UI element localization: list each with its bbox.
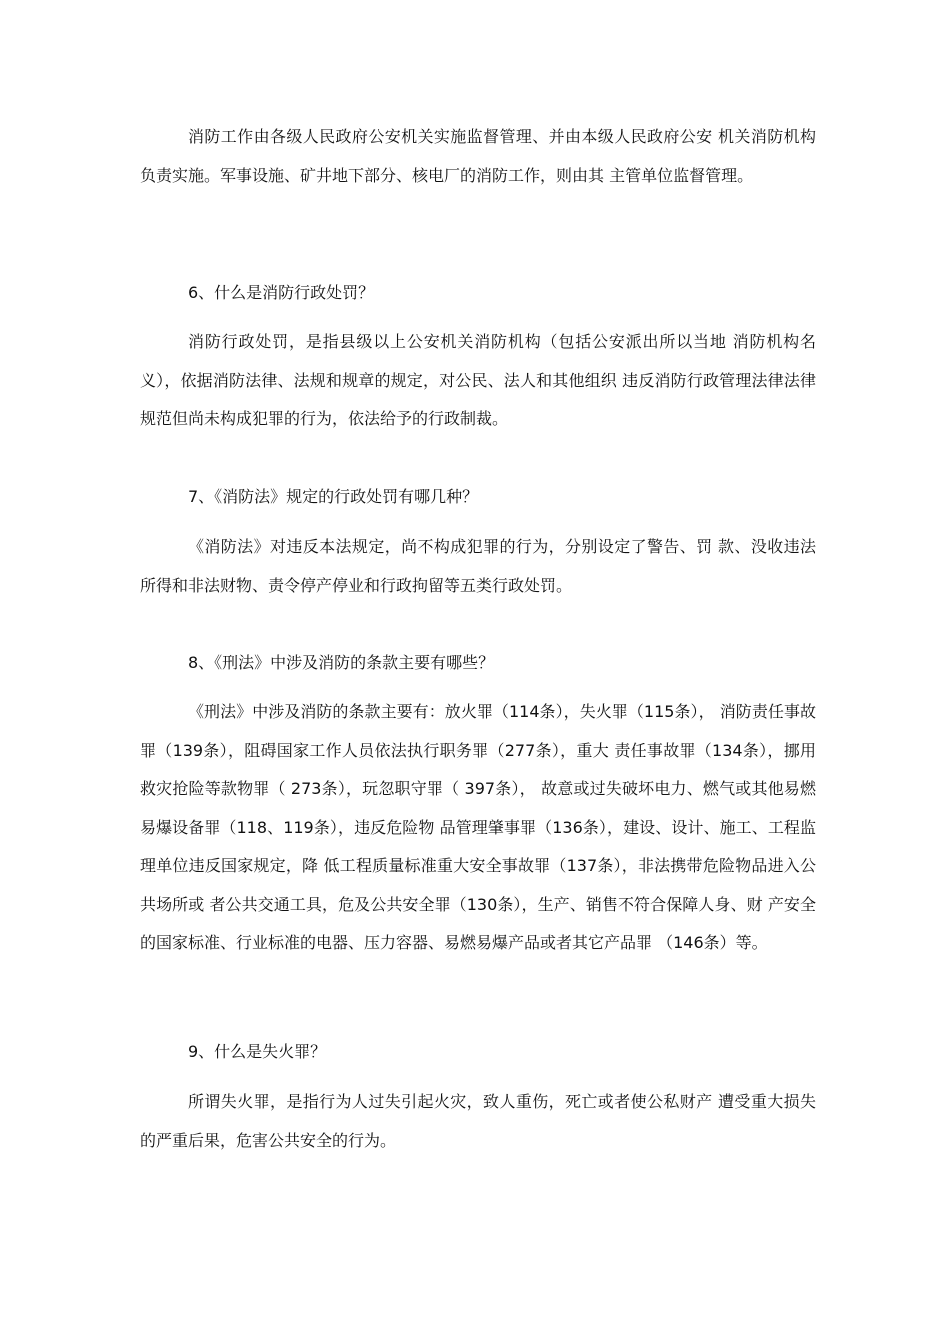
question-9-heading: 9、什么是失火罪？ (188, 1042, 327, 1061)
question-7-heading: 7、《消防法》规定的行政处罚有哪几种？ (188, 487, 479, 506)
question-8-heading: 8、《刑法》中涉及消防的条款主要有哪些？ (188, 653, 495, 672)
paragraph-fire-admin-penalty: 消防行政处罚，是指县级以上公安机关消防机构（包括公安派出所以当地 消防机构名义），依据消防法律、法规和规章的规定，对公民、法人和其他组织 违反消防行政管理法律法律规范但尚未构成犯罪的行为，依法给予的行政制裁。 (140, 332, 816, 428)
paragraph-penalty-types: 《消防法》对违反本法规定，尚不构成犯罪的行为，分别设定了警告、罚 款、没收违法所得和非法财物、责令停产停业和行政拘留等五类行政处罚。 (140, 537, 816, 595)
question-6-heading: 6、什么是消防行政处罚？ (188, 283, 375, 302)
paragraph-negligent-fire: 所谓失火罪，是指行为人过失引起火灾，致人重伤，死亡或者使公私财产 遭受重大损失的严重后果，危害公共安全的行为。 (140, 1092, 816, 1150)
paragraph-fire-supervision: 消防工作由各级人民政府公安机关实施监督管理、并由本级人民政府公安 机关消防机构负责实施。军事设施、矿井地下部分、核电厂的消防工作，则由其 主管单位监督管理。 (140, 127, 816, 185)
paragraph-criminal-law-clauses: 《刑法》中涉及消防的条款主要有：放火罪（114条），失火罪（115条）， 消防责任事故罪（139条），阻碍国家工作人员依法执行职务罪（277条），重大 责任事故罪（134条），挪用救灾抢险等款物罪（ 273条），玩忽职守罪（ 397条）， 故意或过失破坏电力、燃气或其他易燃易爆设备罪（118、119条），违反危险物 品管理肇事罪（136条），建设、设计、施工、工程监理单位违反国家规定，降 低工程质量标准重大安全事故罪（137条），非法携带危险物品进入公共场所或 者公共交通工具，危及公共安全罪（130条），生产、销售不符合保障人身、财 产安全的国家标准、行业标准的电器、压力容器、易燃易爆产品或者其它产品罪 （146条）等。 (140, 702, 816, 952)
